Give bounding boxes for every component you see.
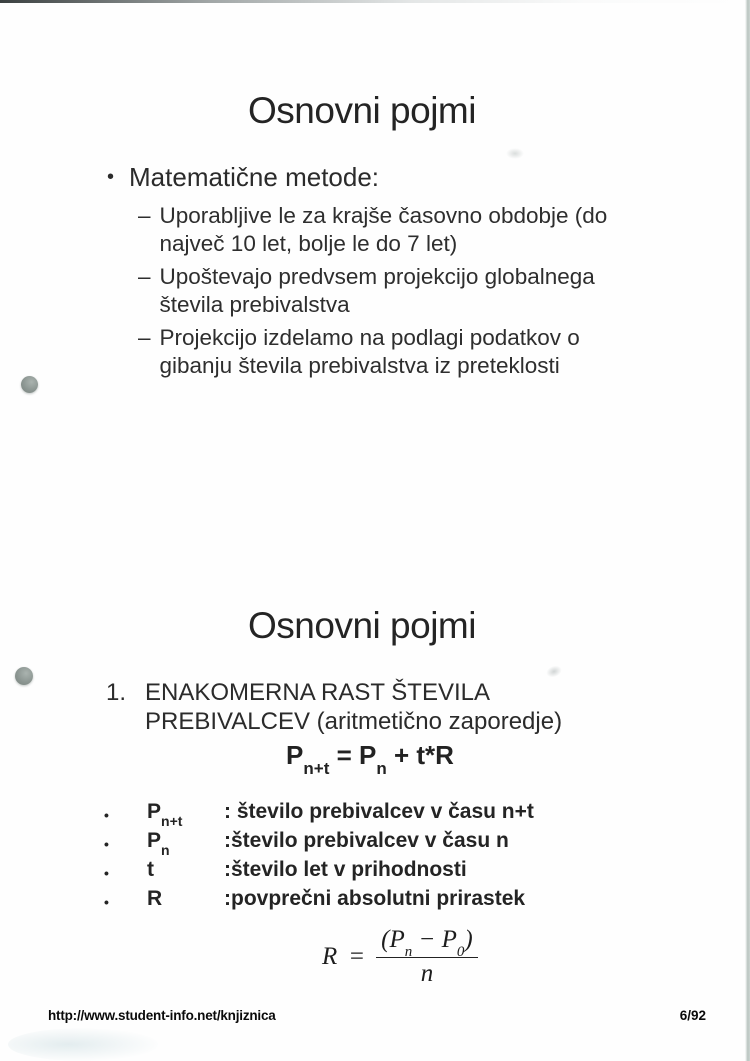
slide-1-title: Osnovni pojmi bbox=[248, 90, 476, 131]
scan-top-edge bbox=[0, 0, 750, 3]
term-subscript: n+t bbox=[161, 813, 183, 830]
page-number: 6/92 bbox=[679, 1008, 706, 1023]
sub-bullet-list bbox=[138, 202, 607, 385]
dash-icon: – bbox=[138, 325, 151, 350]
definition-term bbox=[147, 829, 224, 859]
dash-icon: – bbox=[138, 264, 151, 289]
fraction-numerator bbox=[376, 926, 478, 958]
formula-average-increase bbox=[322, 926, 478, 988]
scan-right-edge bbox=[745, 0, 750, 1061]
sub-bullet-item bbox=[138, 202, 607, 258]
sub-bullet-item bbox=[138, 324, 607, 380]
definition-term bbox=[147, 800, 224, 830]
term-symbol: t bbox=[147, 858, 154, 881]
numerator-subscript: 0 bbox=[456, 944, 465, 960]
term-symbol: R bbox=[147, 887, 163, 910]
sub-bullet-line: Projekcijo izdelamo na podlagi podatkov o bbox=[159, 325, 580, 350]
hole-punch-top bbox=[21, 376, 38, 393]
formula-symbol: P bbox=[359, 740, 377, 770]
sub-bullet-text bbox=[160, 324, 580, 380]
definition-desc: :število prebivalcev v času n bbox=[224, 829, 509, 852]
numerator-open: (P bbox=[381, 926, 405, 953]
term-subscript: n bbox=[161, 842, 170, 859]
numerator-minus: − P bbox=[412, 926, 457, 953]
formula-tail: + t*R bbox=[386, 740, 454, 770]
sub-bullet-line: Uporabljive le za krajše časovno obdobje (do bbox=[159, 203, 608, 228]
numerator-subscript: n bbox=[404, 944, 413, 960]
definition-desc: :povprečni absolutni prirastek bbox=[224, 887, 526, 910]
sub-bullet-text bbox=[160, 263, 595, 319]
dash-icon: – bbox=[138, 203, 151, 228]
fraction-lhs: R bbox=[322, 943, 338, 970]
fraction-denominator: n bbox=[420, 960, 434, 987]
numbered-item bbox=[106, 678, 562, 736]
formula-arithmetic-growth bbox=[0, 740, 740, 779]
scan-smudge bbox=[8, 1028, 158, 1061]
formula-symbol: P bbox=[286, 740, 304, 770]
numbered-item-text bbox=[145, 678, 562, 736]
bullet-item-main bbox=[107, 162, 379, 193]
numerator-close: ) bbox=[464, 926, 473, 953]
term-symbol: P bbox=[147, 800, 162, 823]
definition-row bbox=[104, 887, 534, 916]
fraction bbox=[376, 926, 478, 988]
numbered-item-line: ENAKOMERNA RAST ŠTEVILA bbox=[145, 679, 490, 706]
bullet-icon: • bbox=[107, 166, 115, 188]
bullet-icon: • bbox=[104, 806, 109, 823]
formula-subscript: n bbox=[376, 759, 387, 779]
fraction-equals: = bbox=[348, 943, 366, 970]
bullet-text: Matematične metode: bbox=[129, 162, 380, 192]
item-number: 1. bbox=[106, 679, 127, 706]
sub-bullet-item bbox=[138, 263, 607, 319]
footer-url-link[interactable]: http://www.student-info.net/knjiznica bbox=[48, 1008, 276, 1023]
hole-punch-bottom bbox=[15, 667, 33, 685]
definition-term bbox=[147, 858, 224, 882]
bullet-icon: • bbox=[104, 835, 109, 852]
definition-row bbox=[104, 829, 534, 858]
slide-2-title: Osnovni pojmi bbox=[248, 605, 476, 646]
sub-bullet-text bbox=[160, 202, 608, 258]
scan-smudge bbox=[506, 148, 524, 159]
formula-subscript: n+t bbox=[303, 759, 330, 779]
sub-bullet-line: največ 10 let, bolje le do 7 let) bbox=[159, 231, 458, 256]
definition-desc: : število prebivalcev v času n+t bbox=[224, 800, 534, 823]
definition-term bbox=[147, 887, 224, 911]
sub-bullet-line: Upoštevajo predvsem projekcijo globalnega bbox=[159, 264, 595, 289]
definition-row bbox=[104, 800, 534, 829]
bullet-icon: • bbox=[104, 864, 109, 881]
numbered-item-line: PREBIVALCEV (aritmetično zaporedje) bbox=[145, 708, 563, 735]
definition-list bbox=[104, 800, 534, 916]
term-symbol: P bbox=[147, 829, 162, 852]
definition-desc: :število let v prihodnosti bbox=[224, 858, 467, 881]
sub-bullet-line: gibanju števila prebivalstva iz preteklosti bbox=[159, 353, 560, 378]
bullet-icon: • bbox=[104, 893, 109, 910]
definition-row bbox=[104, 858, 534, 887]
formula-equals: = bbox=[329, 740, 360, 770]
sub-bullet-line: števila prebivalstva bbox=[159, 292, 350, 317]
